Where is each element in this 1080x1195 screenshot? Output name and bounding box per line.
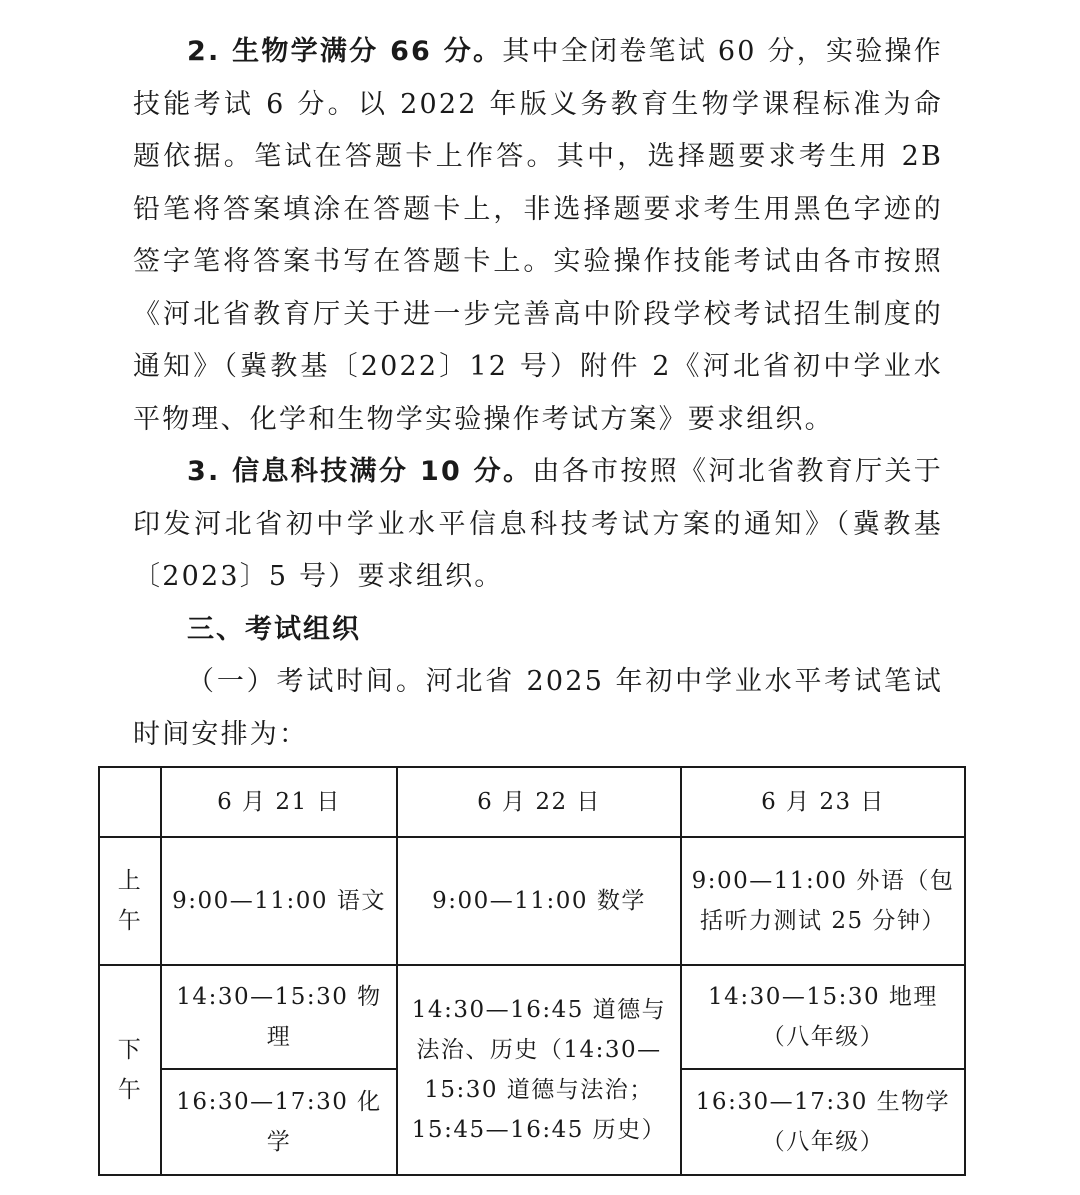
morning-jun-22: 9:00—11:00 数学 bbox=[397, 837, 681, 965]
afternoon-jun-22: 14:30—16:45 道德与法治、历史（14:30—15:30 道德与法治；15:45—16:45 历史） bbox=[397, 965, 681, 1175]
table-row-afternoon-1 bbox=[99, 965, 965, 1069]
section-heading: 三、考试组织 bbox=[187, 614, 361, 645]
morning-jun-23: 9:00—11:00 外语（包括听力测试 25 分钟） bbox=[681, 837, 965, 965]
table-header-row bbox=[99, 767, 965, 837]
afternoon-jun-23-geography: 14:30—15:30 地理（八年级） bbox=[681, 965, 965, 1069]
afternoon-jun-21-physics: 14:30—15:30 物理 bbox=[161, 965, 397, 1069]
header-jun-23: 6 月 23 日 bbox=[681, 767, 965, 837]
paragraph-it-lead: 3. 信息科技满分 10 分。 bbox=[187, 456, 533, 487]
paragraph-biology-text: 其中全闭卷笔试 60 分，实验操作技能考试 6 分。以 2022 年版义务教育生物学课程标准为命题依据。笔试在答题卡上作答。其中，选择题要求考生用 2B 铅笔将答案填涂在答题卡上，非选择题要求考生用黑色字迹的签字笔将答案书写在答题卡上。实验操作技能考试由各市按照《河北省教育厅关于进一步完善高中阶段学校考试招生制度的通知》（冀教基〔2022〕12 号）附件 2《河北省初中学业水平物理、化学和生物学实验操作考试方案》要求组织。 bbox=[133, 36, 944, 435]
header-jun-21: 6 月 21 日 bbox=[161, 767, 397, 837]
exam-schedule-table bbox=[98, 766, 966, 1176]
paragraph-biology bbox=[133, 26, 943, 446]
afternoon-label: 下 午 bbox=[99, 965, 161, 1175]
paragraph-it-text: 由各市按照《河北省教育厅关于印发河北省初中学业水平信息科技考试方案的通知》（冀教基〔2023〕5 号）要求组织。 bbox=[133, 456, 943, 592]
afternoon-jun-21-chemistry: 16:30—17:30 化学 bbox=[161, 1069, 397, 1175]
table-corner-cell bbox=[99, 767, 161, 837]
table-row-morning bbox=[99, 837, 965, 965]
paragraph-biology-lead: 2. 生物学满分 66 分。 bbox=[187, 36, 503, 67]
paragraph-exam-time: （一）考试时间。河北省 2025 年初中学业水平考试笔试时间安排为： bbox=[133, 666, 943, 750]
afternoon-jun-23-biology: 16:30—17:30 生物学（八年级） bbox=[681, 1069, 965, 1175]
header-jun-22: 6 月 22 日 bbox=[397, 767, 681, 837]
paragraph-it bbox=[133, 446, 943, 604]
morning-jun-21: 9:00—11:00 语文 bbox=[161, 837, 397, 965]
morning-label: 上 午 bbox=[99, 837, 161, 965]
